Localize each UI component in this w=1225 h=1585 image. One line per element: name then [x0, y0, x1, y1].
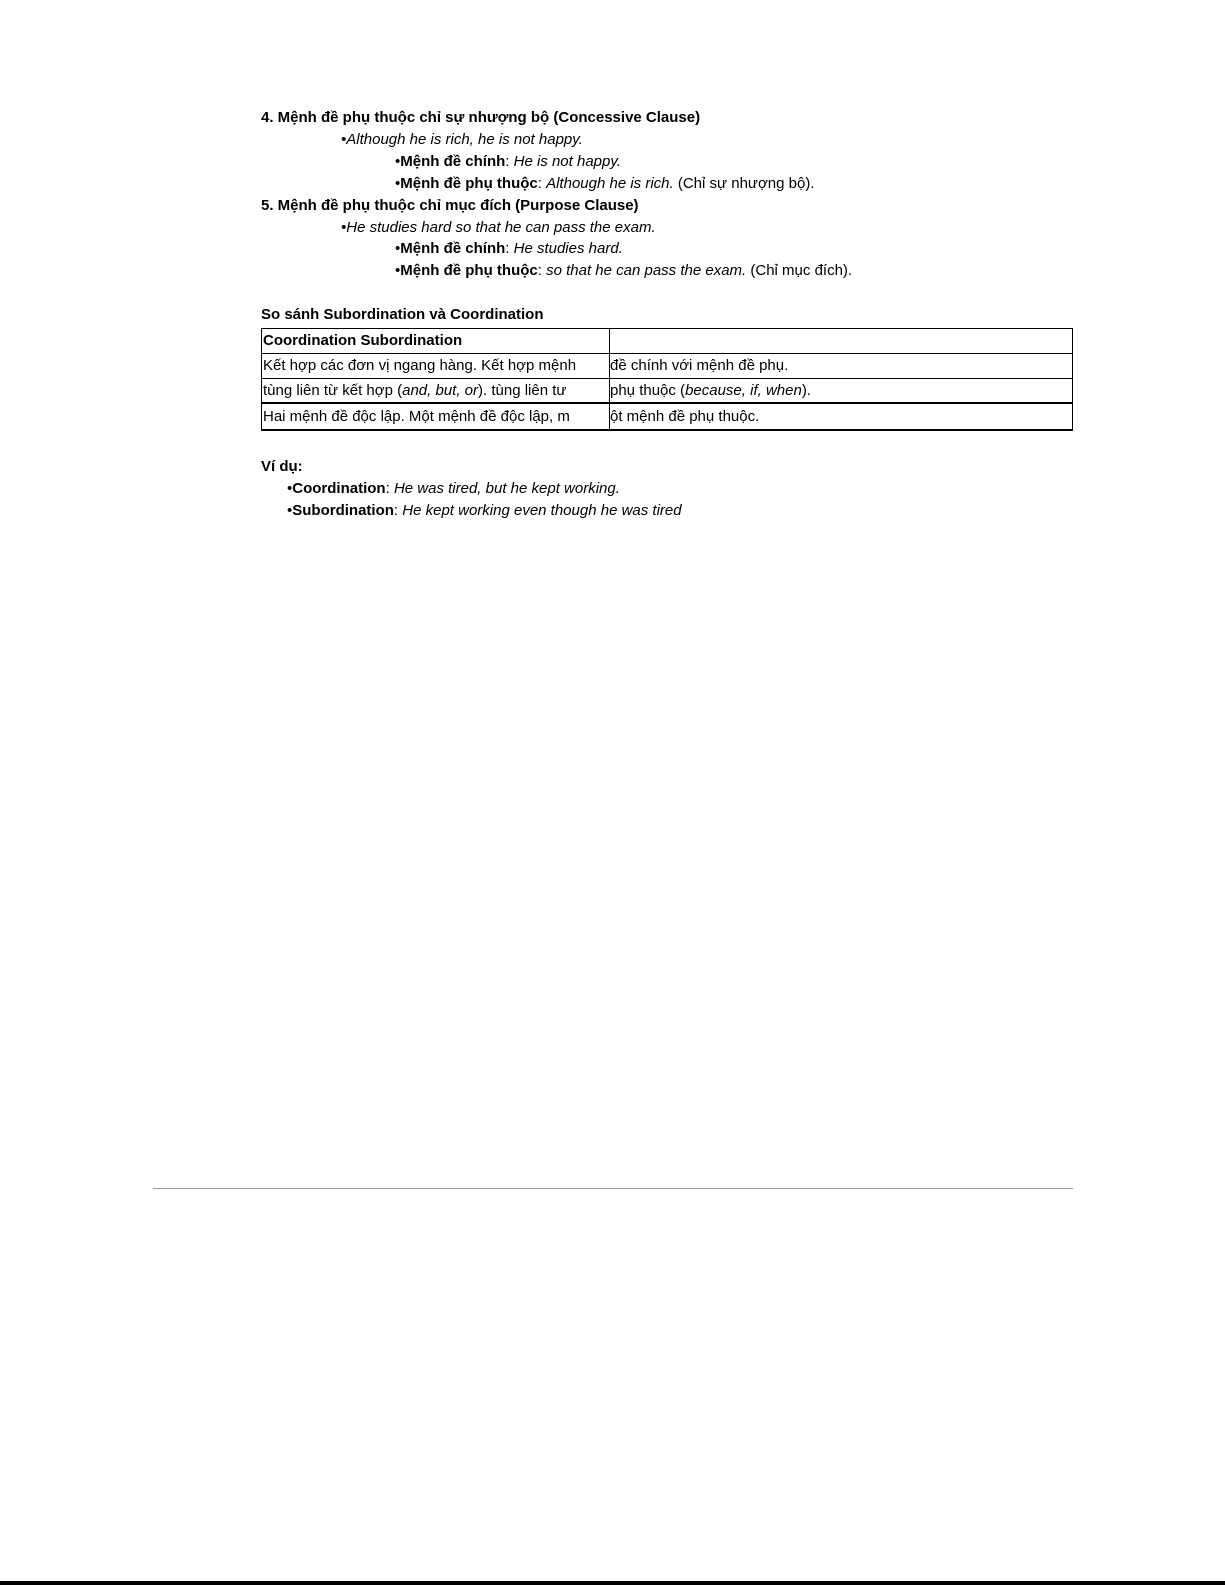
table-cell-right: đề chính với mệnh đề phụ.: [610, 357, 789, 374]
table-cell-right: ột mệnh đề phụ thuộc.: [610, 408, 760, 425]
table-header-cell: Coordination Subordination: [263, 332, 463, 349]
section-4-main-clause: [395, 152, 621, 172]
bullet: •: [395, 262, 401, 279]
example-subordination: [287, 501, 682, 521]
table-cell-right: [610, 381, 811, 401]
comparison-title: So sánh Subordination và Coordination: [261, 306, 544, 323]
example-text: He was tired, but he kept working.: [393, 480, 620, 497]
example-coordination: [287, 479, 620, 499]
colon: :: [537, 262, 547, 279]
examples-heading: Ví dụ:: [261, 458, 303, 475]
table-row: [262, 379, 1072, 404]
comparison-table: [261, 328, 1073, 431]
sub-clause-note: (Chỉ sự nhượng bộ).: [677, 175, 815, 192]
section-5-heading: 5. Mệnh đề phụ thuộc chỉ mục đích (Purpose Clause): [261, 197, 639, 214]
column-divider: [609, 329, 610, 430]
bottom-edge: [0, 1581, 1225, 1585]
example-text: He studies hard so that he can pass the exam.: [346, 219, 656, 236]
bullet: •: [287, 502, 293, 519]
main-clause-label: Mệnh đề chính: [400, 240, 506, 257]
colon: :: [393, 502, 403, 519]
table-cell-left: Kết hợp các đơn vị ngang hàng. Kết hợp mệnh: [263, 357, 577, 374]
sub-clause-text: so that he can pass the exam.: [546, 262, 747, 279]
example-text: He kept working even though he was tired: [402, 502, 682, 519]
cell-text: ). tùng liên tư: [478, 382, 567, 399]
table-cell-left: [263, 381, 566, 401]
bullet: •: [395, 153, 401, 170]
table-row: [262, 405, 1072, 430]
section-5-example: [341, 218, 656, 238]
sub-clause-label: Mệnh đề phụ thuộc: [400, 175, 538, 192]
section-4-example: [341, 130, 583, 150]
colon: :: [505, 153, 514, 170]
bullet: •: [395, 240, 401, 257]
page-separator: [153, 1188, 1073, 1189]
table-header-row: [262, 329, 1072, 354]
example-text: Although he is rich, he is not happy.: [346, 131, 583, 148]
bullet: •: [341, 219, 347, 236]
main-clause-text: He is not happy.: [513, 153, 621, 170]
main-clause-label: Mệnh đề chính: [400, 153, 506, 170]
section-4-heading: 4. Mệnh đề phụ thuộc chỉ sự nhượng bộ (Concessive Clause): [261, 109, 701, 126]
section-5-sub-clause: [395, 261, 852, 281]
sub-clause-label: Mệnh đề phụ thuộc: [400, 262, 538, 279]
table-cell-left: Hai mệnh đề độc lập. Một mệnh đề độc lập, m: [263, 408, 570, 425]
cell-text: phụ thuộc (: [610, 382, 686, 399]
bullet: •: [287, 480, 293, 497]
section-5-main-clause: [395, 239, 623, 259]
example-label: Subordination: [292, 502, 394, 519]
colon: :: [505, 240, 514, 257]
cell-text: ).: [801, 382, 811, 399]
cell-text: tùng liên từ kết hợp (: [263, 382, 403, 399]
bullet: •: [341, 131, 347, 148]
section-4-sub-clause: [395, 174, 814, 194]
bullet: •: [395, 175, 401, 192]
conjunction-examples: and, but, or: [402, 382, 479, 399]
conjunction-examples: because, if, when: [685, 382, 802, 399]
table-row: [262, 354, 1072, 379]
colon: :: [385, 480, 394, 497]
example-label: Coordination: [292, 480, 386, 497]
main-clause-text: He studies hard.: [513, 240, 623, 257]
sub-clause-text: Although he is rich.: [546, 175, 674, 192]
sub-clause-note: (Chỉ mục đích).: [750, 262, 853, 279]
colon: :: [537, 175, 547, 192]
